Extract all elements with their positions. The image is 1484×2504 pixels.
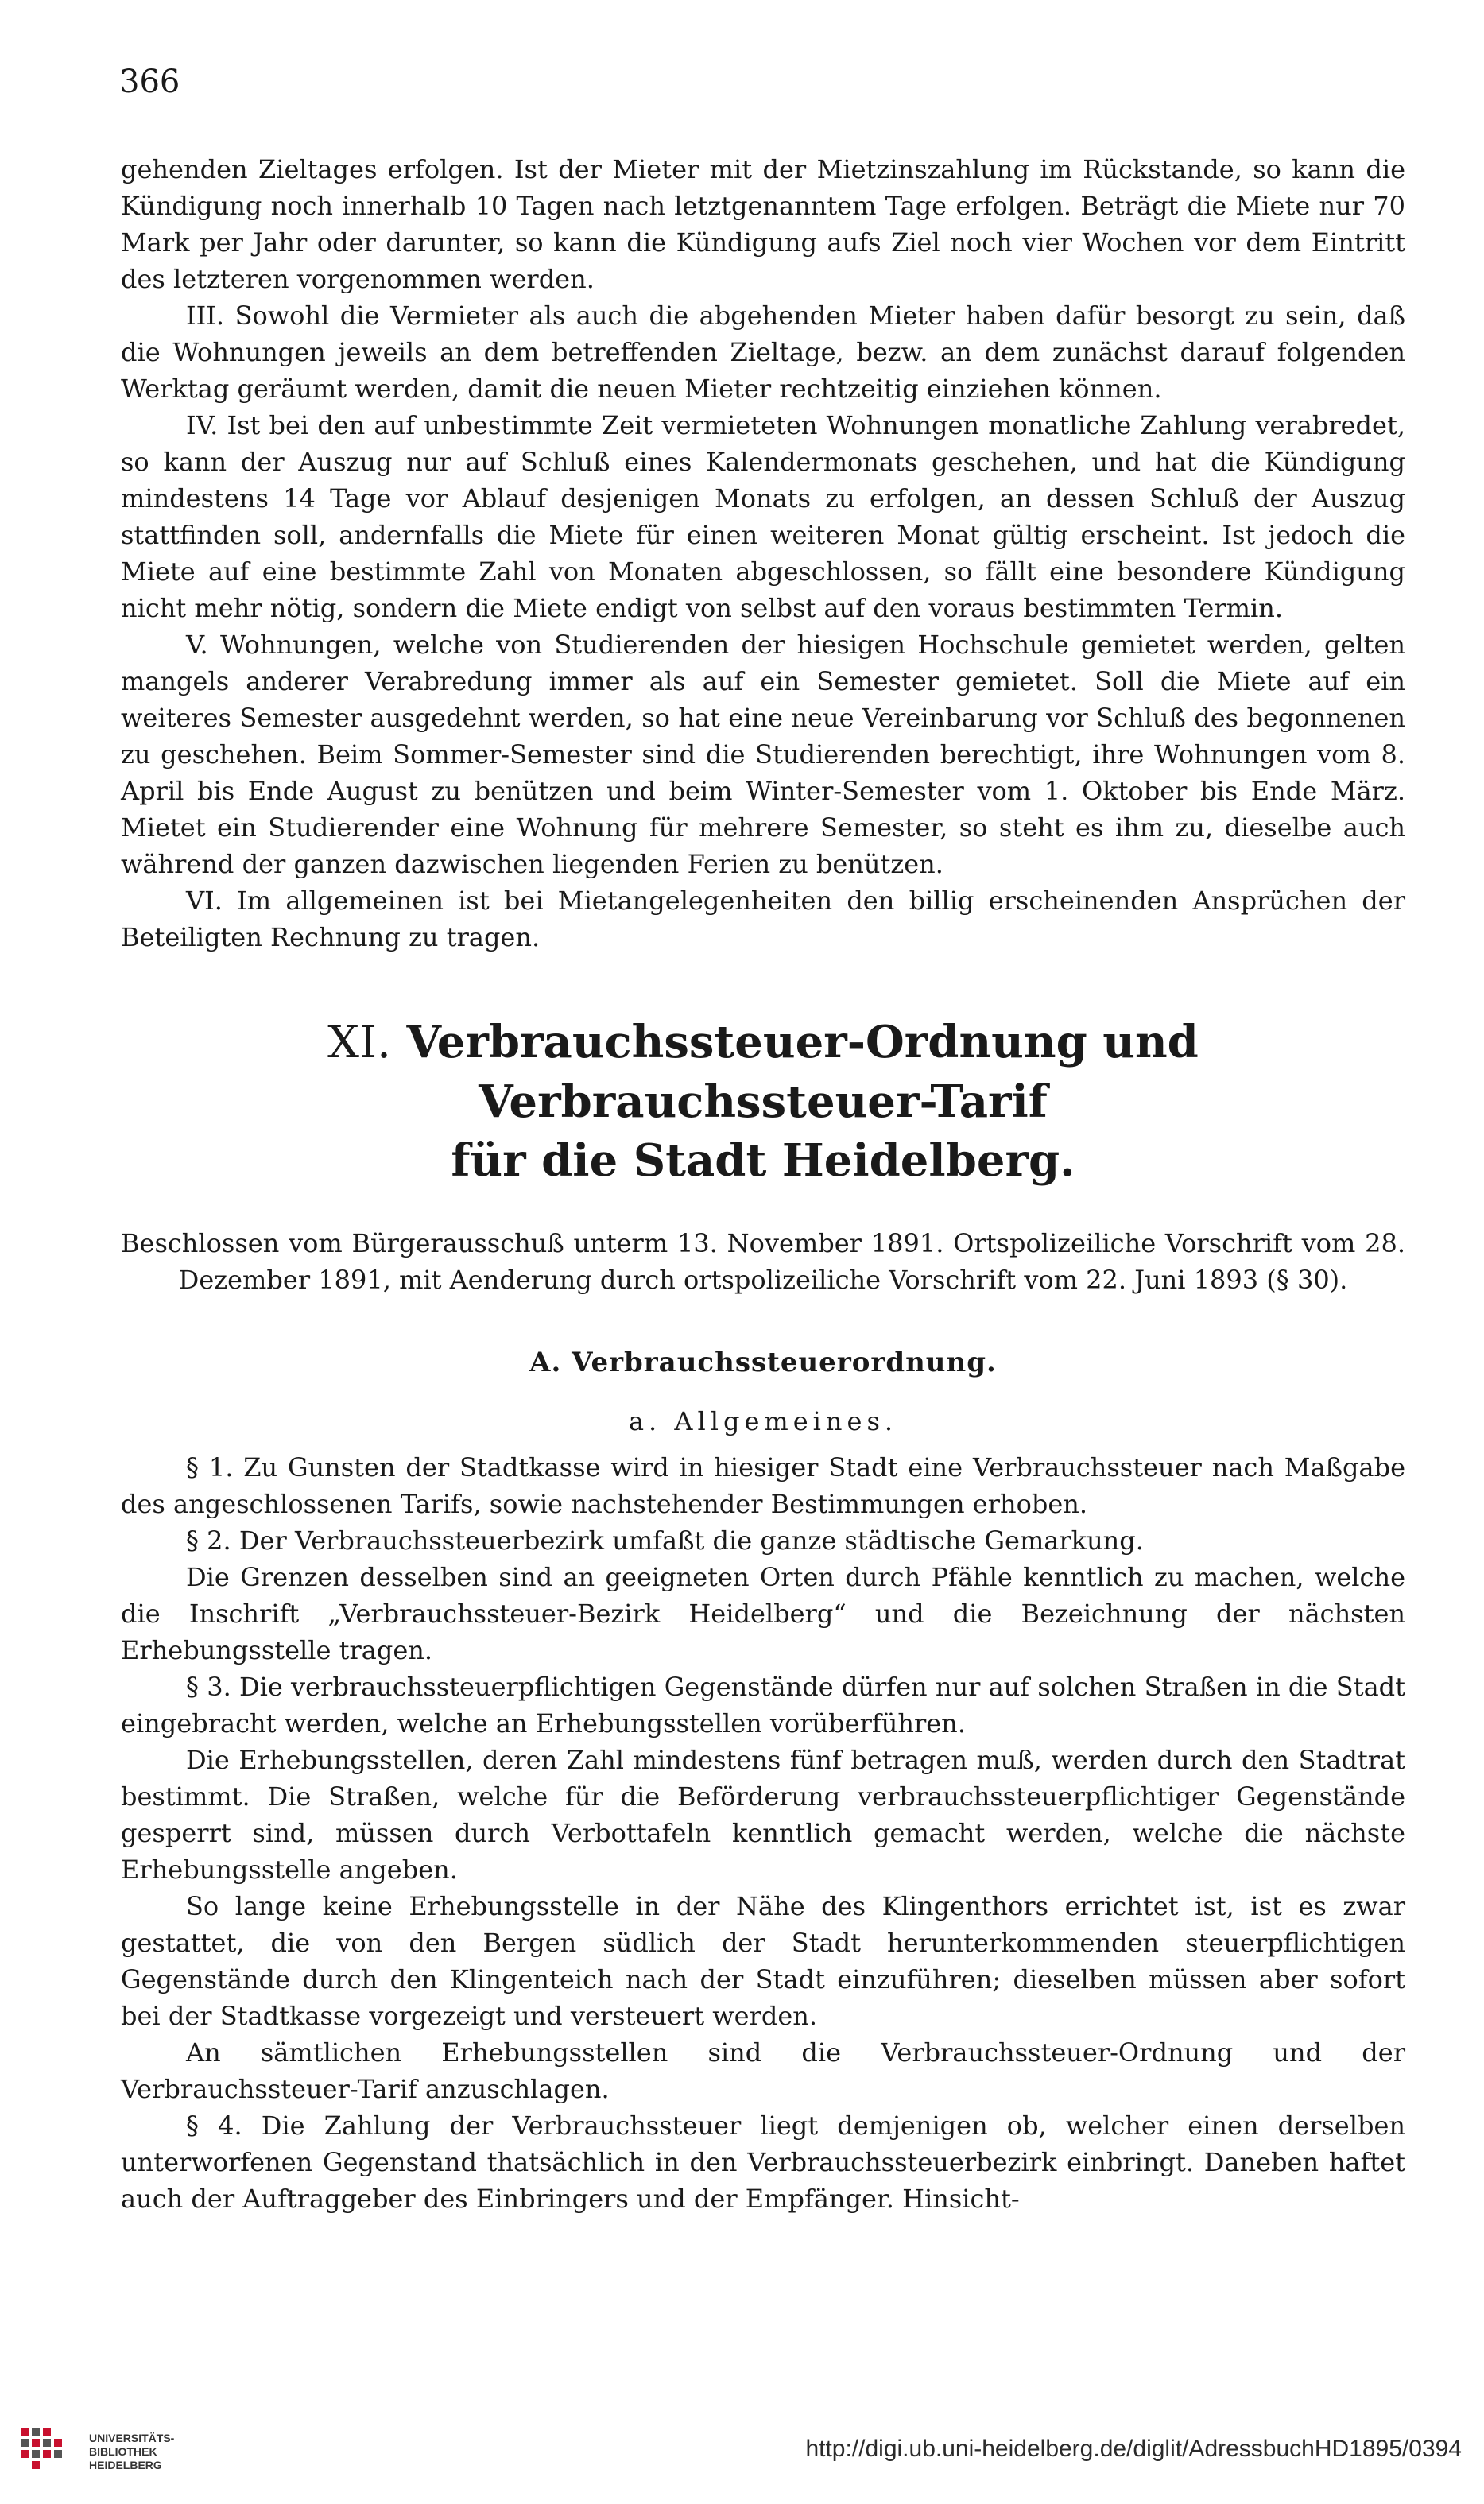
paragraph-V: V. Wohnungen, welche von Studierenden der hiesigen Hochschule gemietet werden, gelten mangels anderer Verabredung immer als auf ein Semester gemietet. Soll die Miete auf ein weiteres Semester ausgedehnt werden, so hat eine neue Vereinbarung vor Schluß des begonnenen zu geschehen. Beim Sommer-Semester sind die Studierenden berechtigt, ihre Wohnungen vom 8. April bis Ende August zu benützen und beim Winter-Semester vom 1. Oktober bis Ende März. Mietet ein Studierender eine Wohnung für mehrere Semester, so steht es ihm zu, dieselbe auch während der ganzen dazwischen liegenden Ferien zu benützen. [121,630,1405,879]
library-logo-text: UNIVERSITÄTS- BIBLIOTHEK HEIDELBERG [89,2431,175,2471]
paragraph-section-4: § 4. Die Zahlung der Verbrauchssteuer liegt demjenigen ob, welcher einen derselben unterworfenen Gegenstand thatsächlich in den Verbrauchssteuerbezirk einbringt. Daneben haftet auch der Auftraggeber des Einbringers und der Empfänger. Hinsicht- [121,2111,1405,2214]
subheading-verbrauchssteuerordnung: A. Verbrauchssteuerordnung. [529,1347,997,1378]
page-body [121,151,1405,2217]
source-url-link[interactable]: http://digi.ub.uni-heidelberg.de/diglit/AdressbuchHD1895/0394 [805,2436,1462,2462]
paragraph-section-1: § 1. Zu Gunsten der Stadtkasse wird in hiesiger Stadt eine Verbrauchssteuer nach Maßgabe des angeschlossenen Tarifs, sowie nachstehender Bestimmungen erhoben. [121,1452,1405,1519]
section-note: Beschlossen vom Bürgerausschuß unterm 13. November 1891. Ortspolizeiliche Vorschrift vom 28. Dezember 1891, mit Aenderung durch ortspolizeiliche Vorschrift vom 22. Juni 1893 (§ 30). [121,1228,1405,1295]
footer [0,2417,1484,2504]
paragraph-section-3-klingenthor: So lange keine Erhebungsstelle in der Nähe des Klingenthors errichtet ist, ist es zwar gestattet, die von den Bergen südlich der Stadt herunterkommenden steuerpflichtigen Gegenstände durch den Klingenteich nach der Stadt einzuführen; dieselben müssen aber sofort bei der Stadtkasse vorgezeigt und versteuert werden. [121,1891,1405,2031]
paragraph-continuation: gehenden Zieltages erfolgen. Ist der Mieter mit der Mietzinszahlung im Rückstande, so kann die Kündigung noch innerhalb 10 Tagen nach letztgenanntem Tage erfolgen. Beträgt die Miete nur 70 Mark per Jahr oder darunter, so kann die Kündigung aufs Ziel noch vier Wochen vor dem Eintritt des letzteren vorgenommen werden. [121,154,1405,294]
library-logo-icon [17,2423,79,2480]
paragraph-section-3-anschlag: An sämtlichen Erhebungsstellen sind die Verbrauchssteuer-Ordnung und der Verbrauchssteuer-Tarif anzuschlagen. [121,2037,1405,2104]
paragraph-section-2: § 2. Der Verbrauchssteuerbezirk umfaßt die ganze städtische Gemarkung. [186,1525,1144,1556]
section-title-line2: für die Stadt Heidelberg. [451,1134,1075,1187]
paragraph-section-3: § 3. Die verbrauchssteuerpflichtigen Gegenstände dürfen nur auf solchen Straßen in die Stadt eingebracht werden, welche an Erhebungsstellen vorüberführen. [121,1672,1405,1738]
section-title-line1: Verbrauchssteuer-Ordnung und Verbrauchssteuer-Tarif [406,1016,1199,1128]
section-heading [121,1013,1405,1190]
paragraph-IV: IV. Ist bei den auf unbestimmte Zeit vermieteten Wohnungen monatliche Zahlung verabredet, so kann der Auszug nur auf Schluß eines Kalendermonats geschehen, und hat die Kündigung mindestens 14 Tage vor Ablauf desjenigen Monats zu erfolgen, an dessen Schluß der Auszug stattfinden soll, andernfalls die Miete für einen weiteren Monat gültig erscheint. Ist jedoch die Miete auf eine bestimmte Zahl von Monaten abgeschlossen, so fällt eine besondere Kündigung nicht mehr nötig, sondern die Miete endigt von selbst auf den voraus bestimmten Termin. [121,410,1405,623]
library-logo[interactable] [17,2423,174,2480]
paragraph-III: III. Sowohl die Vermieter als auch die abgehenden Mieter haben dafür besorgt zu sein, daß die Wohnungen jeweils an dem betreffenden Zieltage, bezw. an dem zunächst darauf folgenden Werktag geräumt werden, damit die neuen Mieter rechtzeitig einziehen können. [121,300,1405,404]
paragraph-VI: VI. Im allgemeinen ist bei Mietangelegenheiten den billig erscheinenden Ansprüchen der Beteiligten Rechnung zu tragen. [121,886,1405,952]
paragraph-section-3-cont: Die Erhebungsstellen, deren Zahl mindestens fünf betragen muß, werden durch den Stadtrat bestimmt. Die Straßen, welche für die Beförderung verbrauchssteuerpflichtiger Gegenstände gesperrt sind, müssen durch Verbottafeln kenntlich gemacht werden, welche die nächste Erhebungsstelle angeben. [121,1745,1405,1885]
paragraph-section-2-cont: Die Grenzen desselben sind an geeigneten Orten durch Pfähle kenntlich zu machen, welche die Inschrift „Verbrauchssteuer-Bezirk Heidelberg“ und die Bezeichnung der nächsten Erhebungsstelle tragen. [121,1562,1405,1665]
page-number: 366 [119,64,180,100]
subheading-allgemeines: a. Allgemeines. [628,1406,898,1436]
section-roman-numeral: XI. [327,1017,391,1068]
